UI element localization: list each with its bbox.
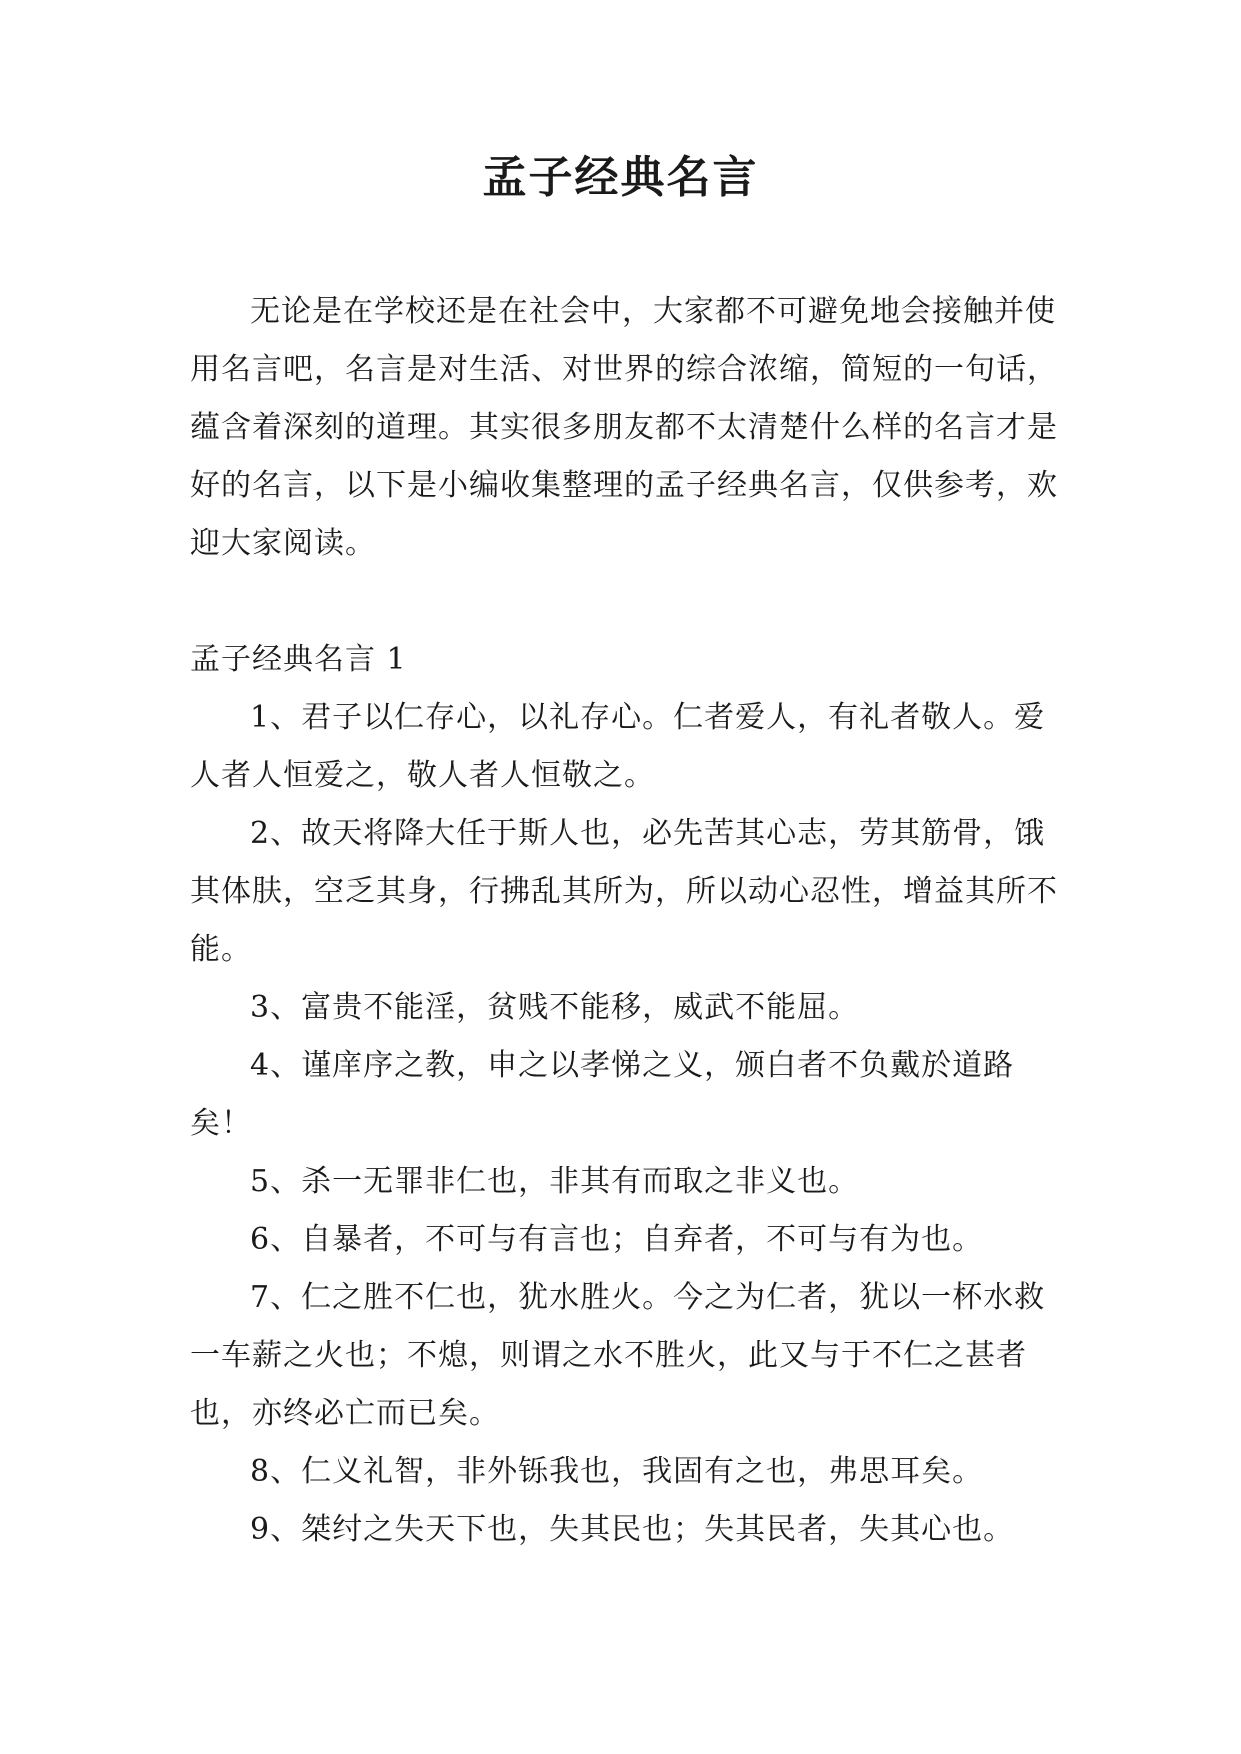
document-title: 孟子经典名言 — [482, 152, 759, 203]
quote-item: 9、桀纣之失天下也，失其民也；失其民者，失其心也。 — [250, 1512, 1015, 1547]
document-body — [190, 283, 1060, 1559]
quote-item: 6、自暴者，不可与有言也；自弃者，不可与有为也。 — [250, 1222, 984, 1257]
quote-item: 7、仁之胜不仁也，犹水胜火。今之为仁者，犹以一杯水救一车薪之火也；不熄，则谓之水不胜火，此又与于不仁之甚者也，亦终必亡而已矣。 — [190, 1280, 1046, 1431]
quote-item: 2、故天将降大任于斯人也，必先苦其心志，劳其筋骨，饿其体肤，空乏其身，行拂乱其所为，所以动心忍性，增益其所不能。 — [190, 816, 1058, 967]
section-heading: 孟子经典名言 1 — [190, 642, 407, 677]
quote-item: 3、富贵不能淫，贫贱不能移，威武不能屈。 — [250, 990, 860, 1025]
intro-paragraph: 无论是在学校还是在社会中，大家都不可避免地会接触并使用名言吧，名言是对生活、对世界的综合浓缩，简短的一句话，蕴含着深刻的道理。其实很多朋友都不太清楚什么样的名言才是好的名言，以下是小编收集整理的孟子经典名言，仅供参考，欢迎大家阅读。 — [190, 294, 1058, 561]
quote-item: 1、君子以仁存心，以礼存心。仁者爱人，有礼者敬人。爱人者人恒爱之，敬人者人恒敬之。 — [190, 700, 1046, 793]
quote-item: 5、杀一无罪非仁也，非其有而取之非义也。 — [250, 1164, 860, 1199]
quote-item: 8、仁义礼智，非外铄我也，我固有之也，弗思耳矣。 — [250, 1454, 984, 1489]
quote-item: 4、谨庠序之教，申之以孝悌之义，颁白者不负戴於道路矣！ — [190, 1048, 1015, 1141]
